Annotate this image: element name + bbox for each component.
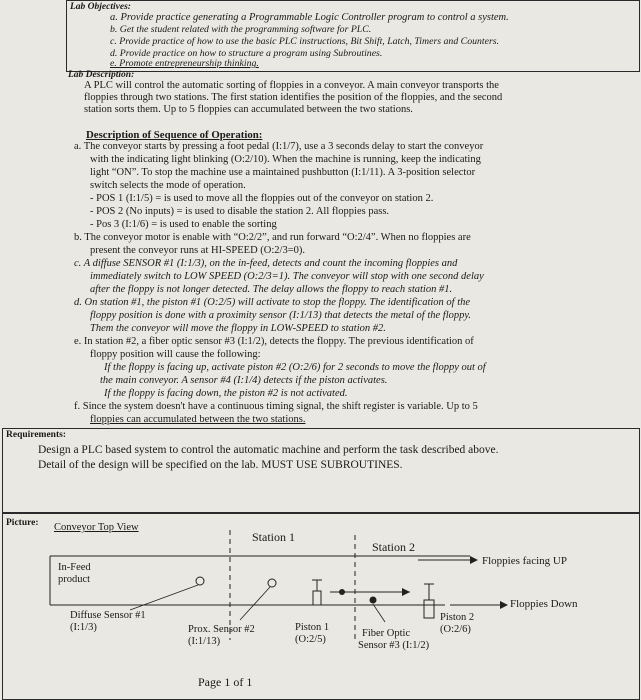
sequence-line: with the indicating light blinking (O:2/10). When the machine is running, keep the indicating — [90, 154, 481, 165]
facing-up-arrowhead — [470, 556, 478, 564]
station-2-label: Station 2 — [372, 540, 416, 554]
requirements-line-2: Detail of the design will be specified on the lab. MUST USE SUBROUTINES. — [38, 459, 403, 471]
prox-sensor-2-leader — [240, 587, 270, 620]
prox-sensor-2-icon — [268, 579, 276, 587]
sequence-line: d. On station #1, the piston #1 (O:2/5) will activate to stop the floppy. The identification of the — [74, 297, 471, 308]
infeed-label-2: product — [58, 574, 91, 585]
sequence-line: If the floppy is facing up, activate piston #2 (O:2/6) for 2 seconds to move the floppy out of — [104, 362, 486, 373]
fiber-optic-label-2: Sensor #3 (I:1/2) — [358, 640, 430, 651]
sequence-line: - POS 1 (I:1/5) = is used to move all the floppies out of the conveyor on station 2. — [90, 193, 434, 204]
sequence-line: switch selects the mode of operation. — [90, 180, 246, 191]
objective-e: e. Promote entrepreneurship thinking. — [110, 58, 259, 69]
sequence-line: f. Since the system doesn't have a continuous timing signal, the shift register is variable. Up to 5 — [74, 401, 478, 412]
piston-1-label-2: (O:2/5) — [295, 634, 326, 645]
floppies-down-label: Floppies Down — [510, 598, 578, 610]
piston-2-label-2: (O:2/6) — [440, 624, 471, 635]
sequence-line: Them the conveyor will move the floppy in LOW-SPEED to station #2. — [90, 323, 386, 334]
piston-2-icon — [424, 600, 434, 618]
sequence-line: b. The conveyor motor is enable with “O:2/2”, and run forward “O:2/4”. When no floppies are — [74, 232, 471, 243]
piston-2-label-1: Piston 2 — [440, 612, 475, 623]
sequence-line: - Pos 3 (I:1/6) = is used to enable the sorting — [90, 219, 277, 230]
description-line-3: station sorts them. Up to 5 floppies can accumulated between the two stations. — [84, 104, 413, 115]
requirements-header: Requirements: — [6, 430, 66, 440]
page-footer: Page 1 of 1 — [198, 675, 253, 689]
sequence-line: If the floppy is facing down, the piston #2 is not activated. — [104, 388, 348, 399]
diffuse-sensor-1-leader — [130, 585, 198, 610]
sequence-title: Description of Sequence of Operation: — [86, 129, 263, 141]
objective-d: d. Provide practice on how to structure a program using Subroutines. — [110, 48, 383, 59]
sequence-line: e. In station #2, a fiber optic sensor #3 (I:1/2), detects the floppy. The previous identification of — [74, 336, 474, 347]
fiber-optic-emitter-icon — [402, 588, 410, 596]
sequence-line: floppy position will cause the following: — [90, 349, 261, 360]
fiber-optic-sensor-icon — [370, 597, 377, 604]
conveyor-view-title: Conveyor Top View — [54, 522, 139, 533]
fiber-optic-dot — [339, 589, 345, 595]
fiber-optic-label-1: Fiber Optic — [362, 628, 411, 639]
sequence-line: after the floppy is not longer detected. The delay allows the floppy to reach station #1. — [90, 284, 453, 295]
description-line-1: A PLC will control the automatic sorting of floppies in a conveyor. A main conveyor transports the — [84, 80, 499, 91]
diffuse-sensor-label-1: Diffuse Sensor #1 — [70, 610, 146, 621]
station-1-label: Station 1 — [252, 530, 296, 544]
sequence-line: a. The conveyor starts by pressing a foot pedal (I:1/7), use a 3 seconds delay to start the conveyor — [74, 141, 484, 152]
diffuse-sensor-label-2: (I:1/3) — [70, 622, 97, 633]
sequence-line: - POS 2 (No inputs) = is used to disable the station 2. All floppies pass. — [90, 206, 390, 217]
fiber-optic-leader — [373, 604, 385, 622]
piston-1-icon — [313, 591, 321, 605]
description-line-2: floppies through two stations. The first station identifies the position of the floppies, and the second — [84, 92, 503, 103]
objective-c: c. Provide practice of how to use the basic PLC instructions, Bit Shift, Latch, Timers and Counters. — [110, 36, 500, 47]
description-header: Lab Description: — [68, 70, 135, 80]
sequence-line: present the conveyor runs at HI-SPEED (O:2/3=0). — [90, 245, 305, 256]
sequence-line: light “ON”. To stop the machine use a maintained pushbutton (I:1/11). A 3-position selector — [90, 167, 476, 178]
picture-header: Picture: — [6, 518, 39, 528]
sequence-line: c. A diffuse SENSOR #1 (I:1/3), on the in-feed, detects and count the incoming floppies and — [74, 258, 458, 269]
requirements-line-1: Design a PLC based system to control the automatic machine and perform the task described above. — [38, 444, 499, 456]
sequence-line: the main conveyor. A sensor #4 (I:1/4) detects if the piston activates. — [100, 375, 388, 386]
sequence-line: floppy position is done with a proximity sensor (I:1/13) that detects the metal of the floppy. — [90, 310, 472, 321]
piston-1-label-1: Piston 1 — [295, 622, 330, 633]
objectives-header: Lab Objectives: — [70, 2, 131, 12]
facing-down-arrowhead — [500, 601, 508, 609]
sequence-line: floppies can accumulated between the two stations. — [90, 414, 306, 425]
prox-sensor-label-1: Prox. Sensor #2 — [188, 624, 255, 635]
objective-b: b. Get the student related with the programming software for PLC. — [110, 24, 372, 35]
diffuse-sensor-1-icon — [196, 577, 204, 585]
objective-a: a. Provide practice generating a Programmable Logic Controller program to control a system. — [110, 12, 509, 23]
infeed-label-1: In-Feed — [58, 562, 91, 573]
floppies-facing-up-label: Floppies facing UP — [482, 555, 567, 567]
sequence-line: immediately switch to LOW SPEED (O:2/3=1). The conveyor will stop with one second delay — [90, 271, 484, 282]
prox-sensor-label-2: (I:1/13) — [188, 636, 221, 647]
